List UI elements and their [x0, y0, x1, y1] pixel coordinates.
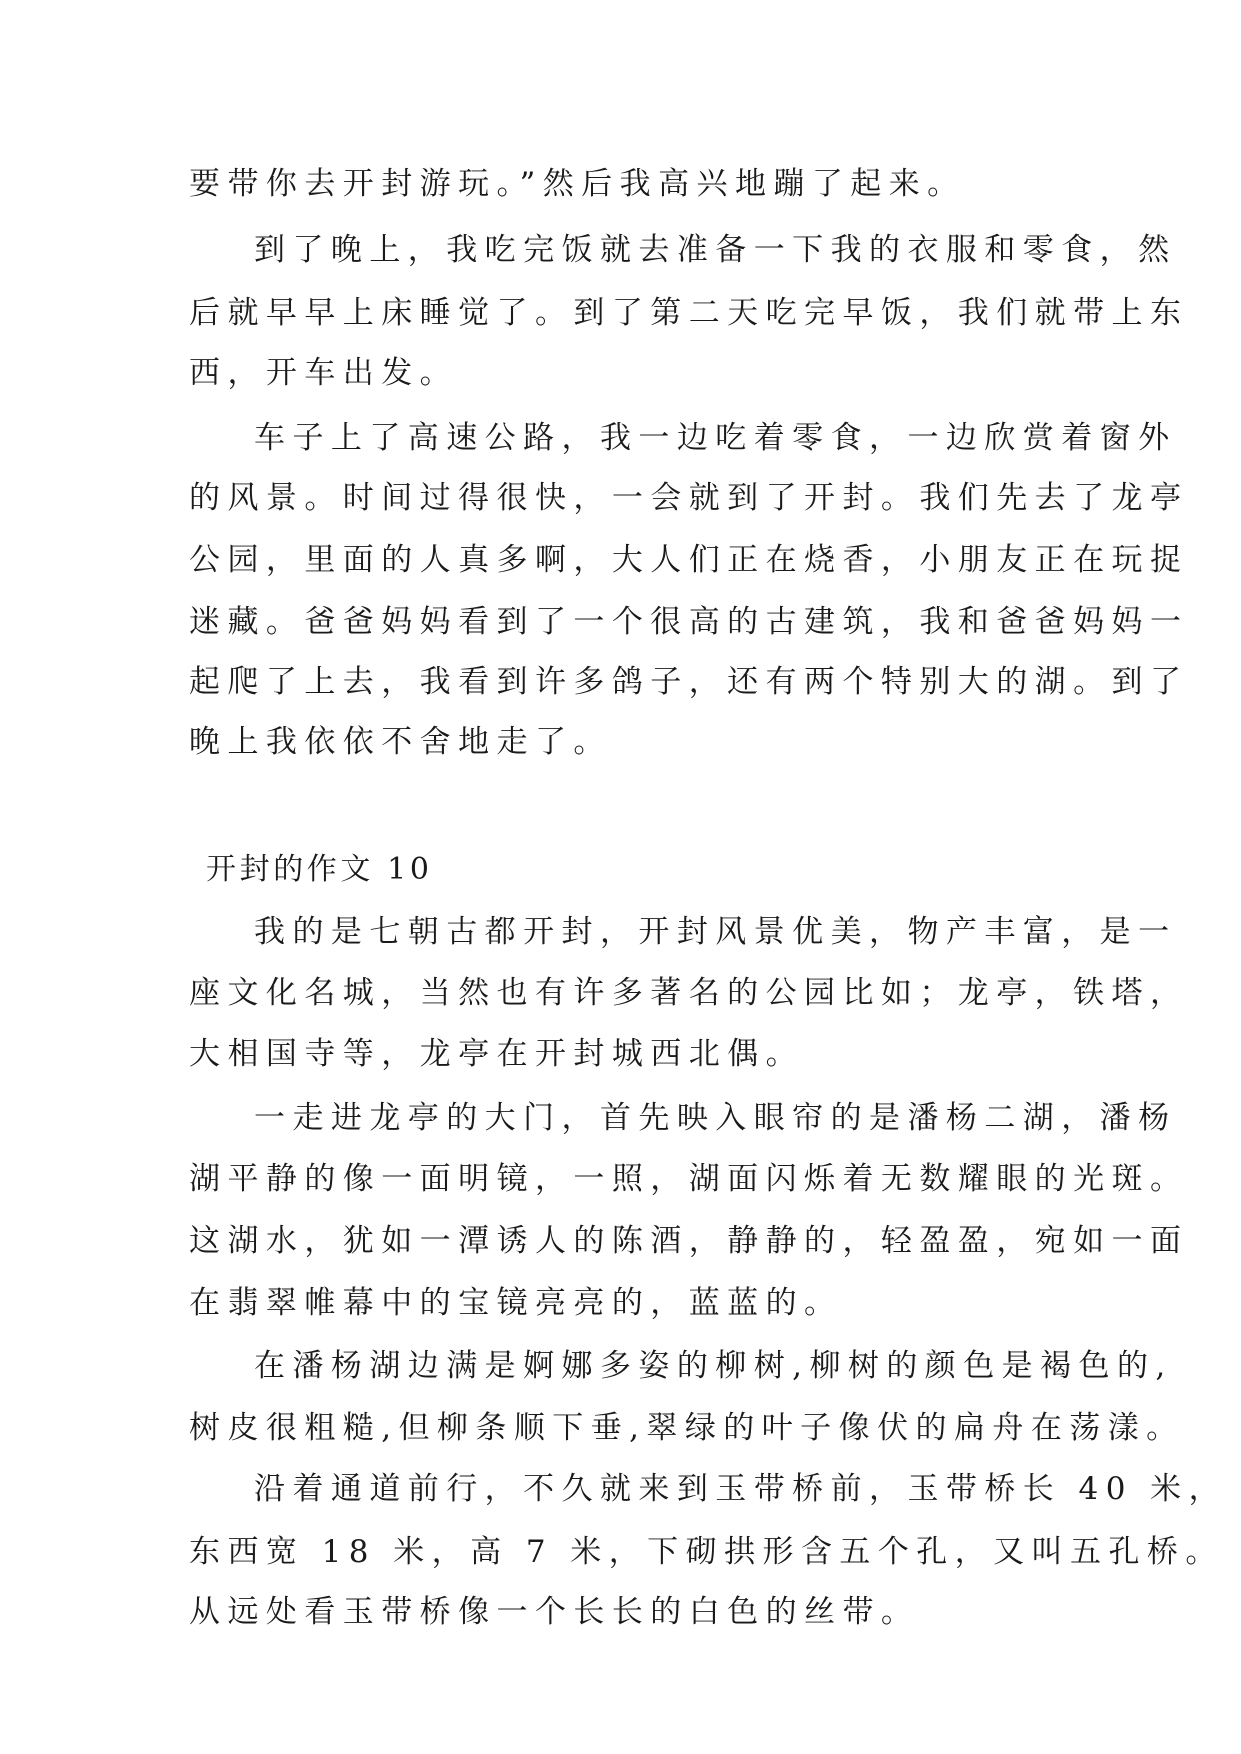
paragraph-line: 大相国寺等，龙亭在开封城西北偶。: [189, 1036, 805, 1072]
paragraph-line: 迷藏。爸爸妈妈看到了一个很高的古建筑，我和爸爸妈妈一: [189, 604, 1189, 640]
paragraph-line: 的风景。时间过得很快，一会就到了开封。我们先去了龙亭: [189, 480, 1189, 516]
paragraph-line: 我的是七朝古都开封，开封风景优美，物产丰富，是一: [254, 914, 1177, 950]
paragraph-line: 湖平静的像一面明镜，一照，湖面闪烁着无数耀眼的光斑。: [189, 1161, 1189, 1197]
paragraph-line: 树皮很粗糙,但柳条顺下垂,翠绿的叶子像伏的扁舟在荡漾。: [189, 1410, 1185, 1446]
paragraph-line: 座文化名城，当然也有许多著名的公园比如；龙亭，铁塔，: [189, 975, 1189, 1011]
paragraph-line: 后就早早上床睡觉了。到了第二天吃完早饭，我们就带上东: [189, 295, 1189, 331]
paragraph-line: 要带你去开封游玩。”然后我高兴地蹦了起来。: [189, 166, 966, 202]
paragraph-line: 在潘杨湖边满是婀娜多姿的柳树,柳树的颜色是褐色的,: [254, 1348, 1173, 1384]
paragraph-line: 晚上我依依不舍地走了。: [189, 724, 612, 760]
paragraph-line: 从远处看玉带桥像一个长长的白色的丝带。: [189, 1594, 920, 1630]
paragraph-line: 车子上了高速公路，我一边吃着零食，一边欣赏着窗外: [254, 420, 1177, 456]
paragraph-line: 东西宽 18 米，高 7 米，下砌拱形含五个孔，又叫五孔桥。: [189, 1534, 1224, 1570]
paragraph-line: 起爬了上去，我看到许多鸽子，还有两个特别大的湖。到了: [189, 664, 1189, 700]
essay-title: 开封的作文 10: [206, 852, 433, 887]
paragraph-line: 沿着通道前行，不久就来到玉带桥前，玉带桥长 40 米，: [254, 1471, 1228, 1507]
paragraph-line: 到了晚上，我吃完饭就去准备一下我的衣服和零食，然: [254, 232, 1177, 268]
paragraph-line: 西，开车出发。: [189, 355, 459, 391]
paragraph-line: 公园，里面的人真多啊，大人们正在烧香，小朋友正在玩捉: [189, 542, 1189, 578]
paragraph-line: 一走进龙亭的大门，首先映入眼帘的是潘杨二湖，潘杨: [254, 1100, 1177, 1136]
paragraph-line: 这湖水，犹如一潭诱人的陈酒，静静的，轻盈盈，宛如一面: [189, 1223, 1189, 1259]
paragraph-line: 在翡翠帷幕中的宝镜亮亮的，蓝蓝的。: [189, 1285, 843, 1321]
